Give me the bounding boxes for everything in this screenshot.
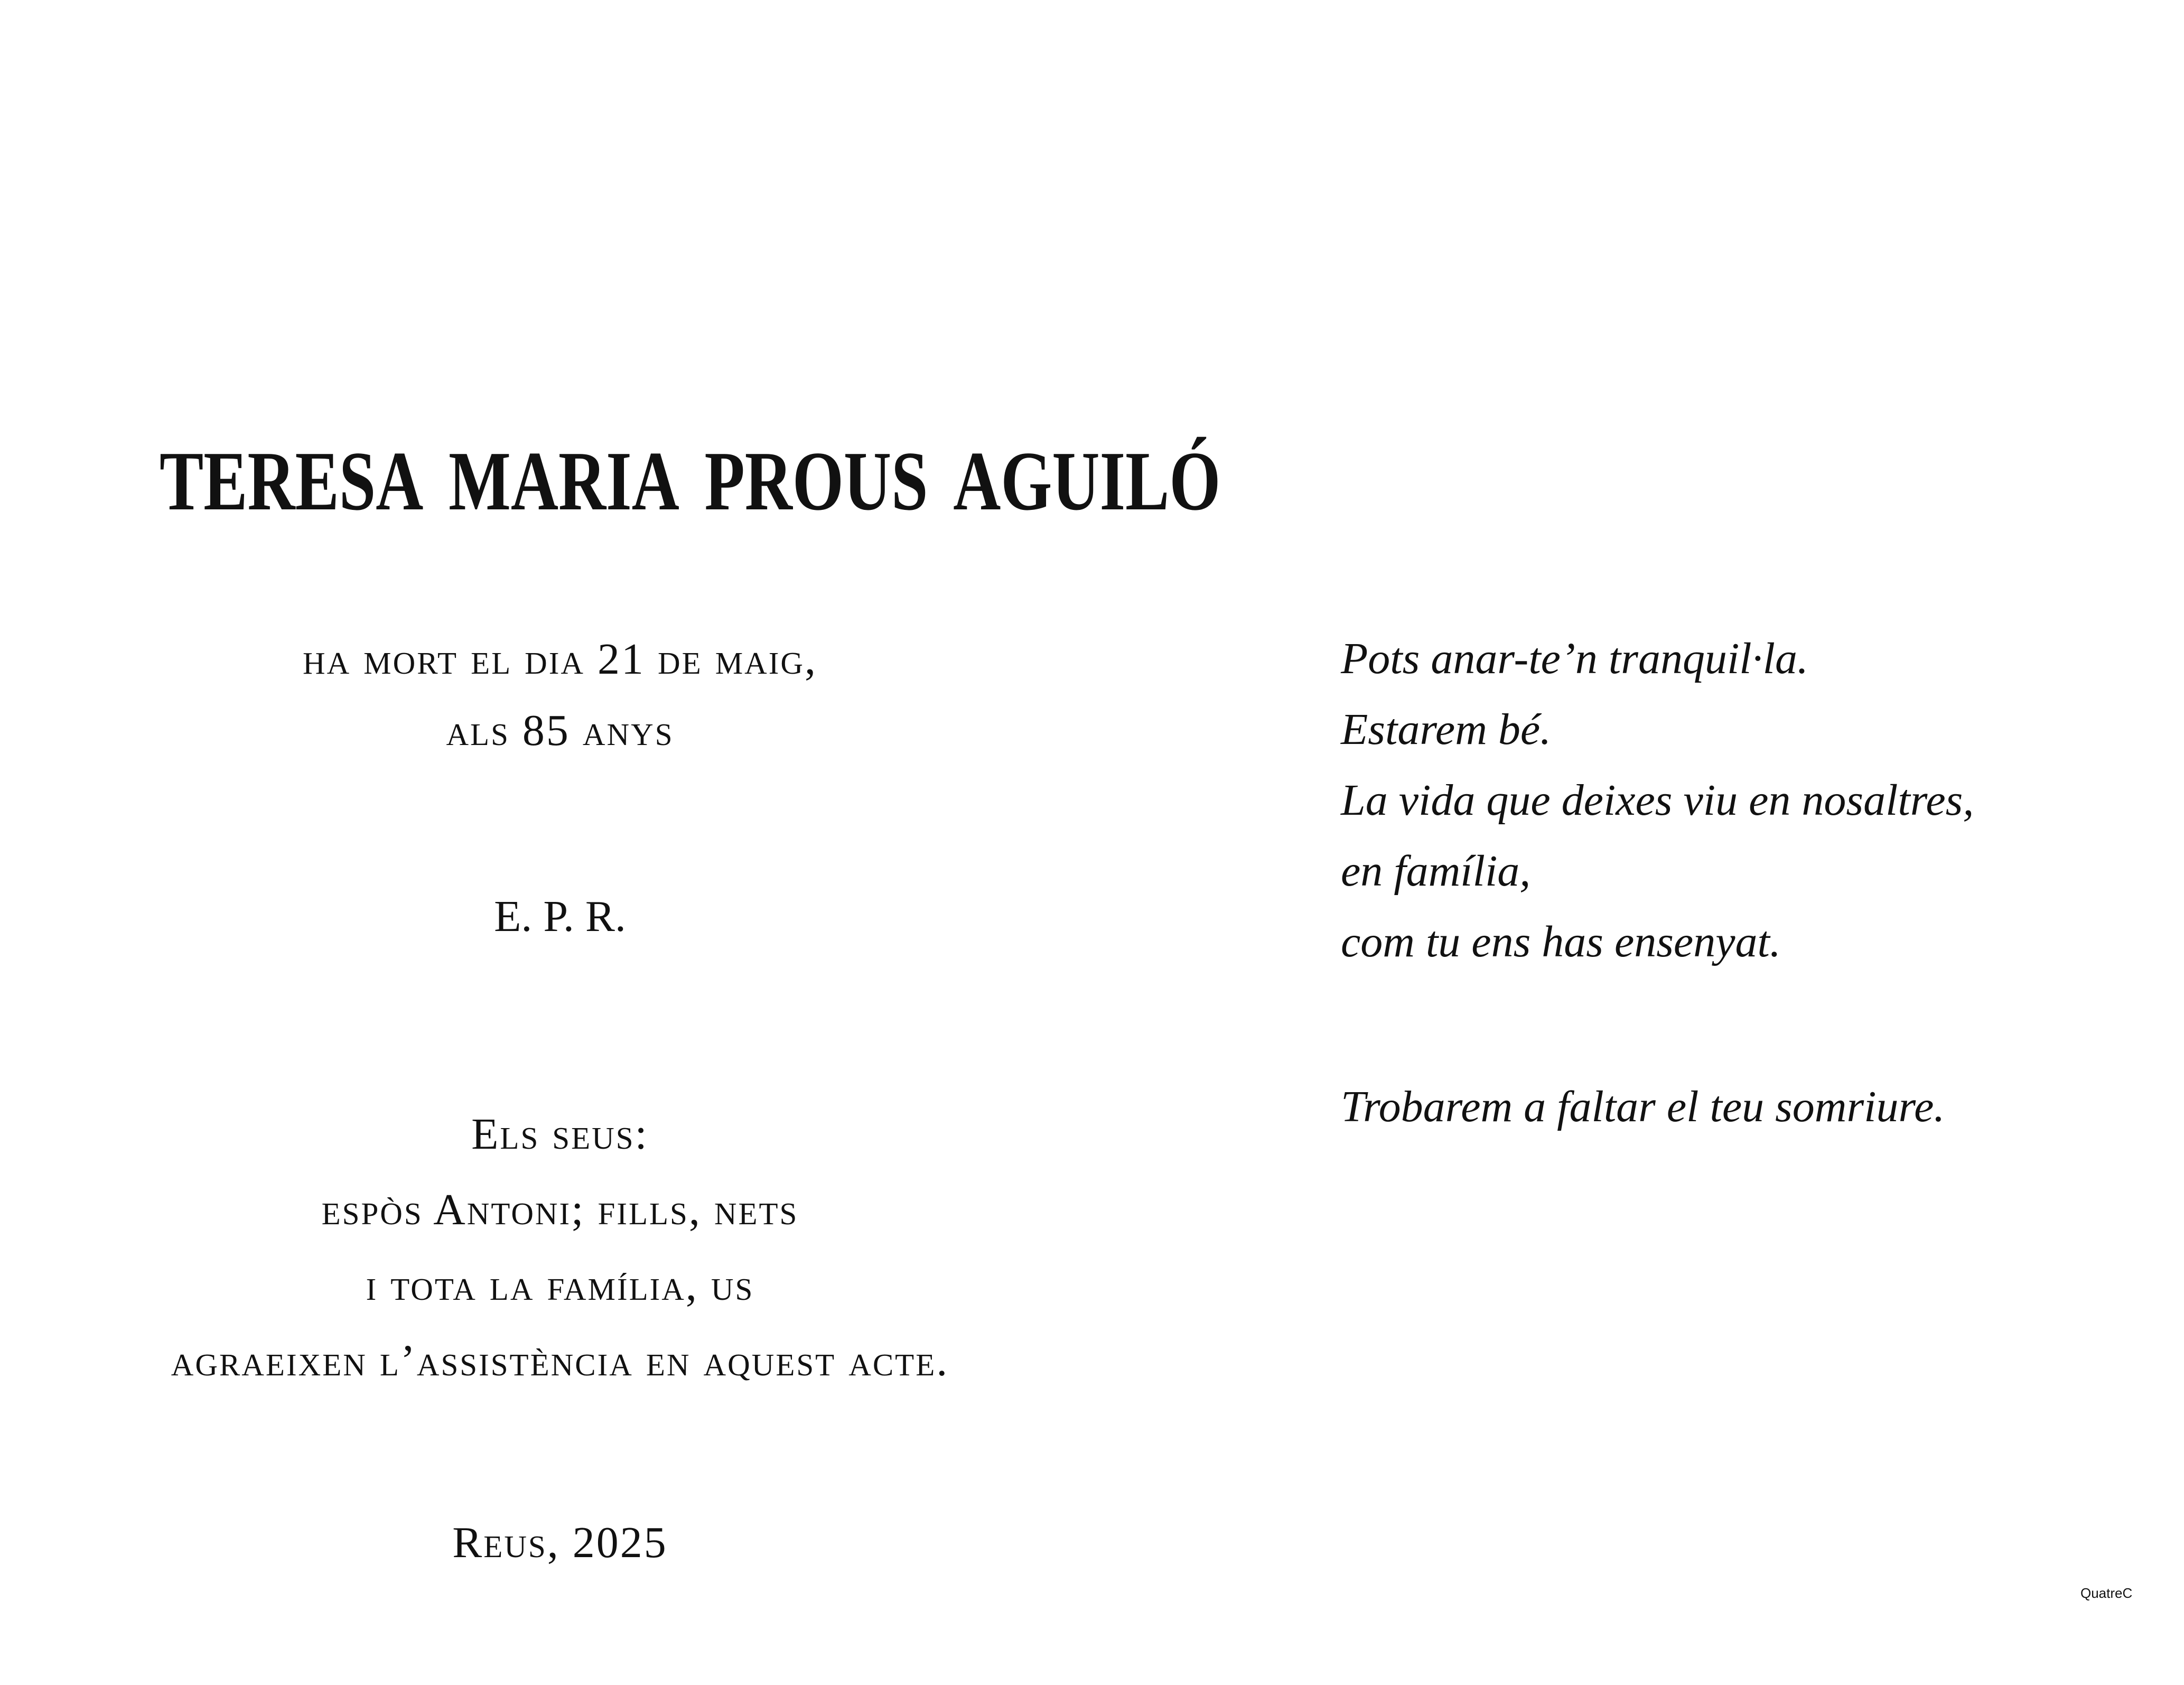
deceased-name: TERESA MARIA PROUS AGUILÓ — [160, 434, 1221, 528]
printer-mark: QuatreC — [2080, 1585, 2133, 1601]
place-date-text: Reus, 2025 — [452, 1518, 668, 1567]
poem-line: Pots anar-te’n tranquil·la. — [1341, 634, 1808, 683]
poem-line: Estarem bé. — [1341, 705, 1552, 754]
poem-line: com tu ens has ensenyat. — [1341, 917, 1781, 966]
poem-line: en família, — [1341, 846, 1531, 896]
epr-text: E. P. R. — [494, 892, 626, 941]
poem — [1341, 623, 2133, 1142]
family-acknowledgement — [137, 1096, 983, 1399]
place-date — [137, 1509, 983, 1577]
announcement-line-1: ha mort el dia 21 de maig, — [302, 635, 818, 684]
death-announcement — [137, 623, 983, 766]
announcement-line-2: als 85 anys — [446, 706, 674, 755]
poem-line: Trobarem a faltar el teu somriure. — [1341, 1082, 1945, 1131]
family-line-2: espòs Antoni; fills, nets — [321, 1185, 799, 1234]
family-line-4: agraeixen l’assistència en aquest acte. — [171, 1336, 949, 1385]
poem-line: La vida que deixes viu en nosaltres, — [1341, 776, 1974, 825]
family-line-1: Els seus: — [471, 1110, 649, 1159]
family-line-3: i tota la família, us — [366, 1261, 754, 1310]
stanza-gap — [1341, 978, 2133, 1072]
